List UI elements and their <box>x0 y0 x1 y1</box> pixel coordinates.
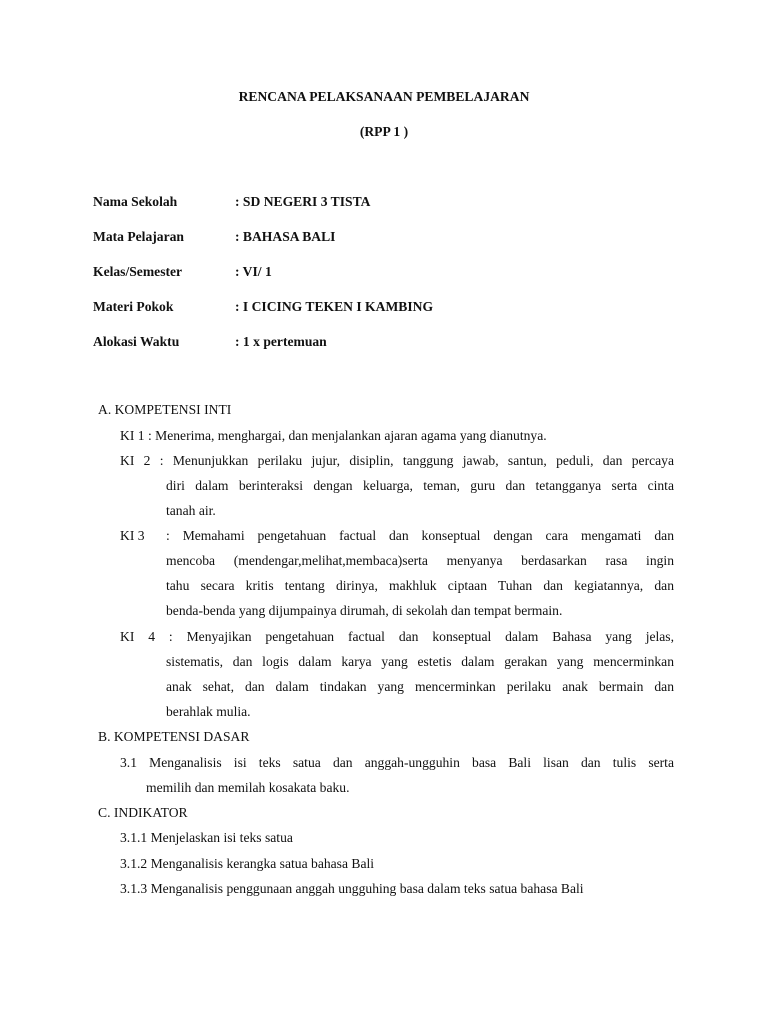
kd-line: 3.1 Menganalisis isi teks satua dan anggah-ungguhin basa Bali lisan dan tulis serta <box>120 755 674 770</box>
ki4-line: sistematis, dan logis dalam karya yang estetis dalam gerakan yang mencerminkan <box>166 654 674 669</box>
ki3-line: tahu secara kritis tentang dirinya, makhluk ciptaan Tuhan dan kegiatannya, dan <box>166 578 674 593</box>
ki4-line: KI 4 : Menyajikan pengetahuan factual dan konseptual dalam Bahasa yang jelas, <box>120 629 674 644</box>
identity-value: : VI/ 1 <box>235 264 272 279</box>
section-heading: C. INDIKATOR <box>98 805 188 820</box>
ki3-line: : Memahami pengetahuan factual dan konseptual dengan cara mengamati dan <box>166 528 674 543</box>
identity-label: Mata Pelajaran <box>93 229 184 244</box>
indicator-item: 3.1.1 Menjelaskan isi teks satua <box>120 830 293 845</box>
identity-label: Kelas/Semester <box>93 264 183 279</box>
ki2-line: diri dalam berinteraksi dengan keluarga, teman, guru dan tetangganya serta cinta <box>166 478 674 493</box>
section-heading: B. KOMPETENSI DASAR <box>98 729 250 744</box>
ki3-label: KI 3 <box>120 528 145 543</box>
section-heading: A. KOMPETENSI INTI <box>98 402 232 417</box>
identity-label: Nama Sekolah <box>93 194 178 209</box>
indicator-item: 3.1.2 Menganalisis kerangka satua bahasa Bali <box>120 856 375 871</box>
ki2-line: tanah air. <box>166 503 216 518</box>
identity-value: : 1 x pertemuan <box>235 334 327 349</box>
identity-label: Alokasi Waktu <box>93 334 180 349</box>
identity-value: : SD NEGERI 3 TISTA <box>235 194 371 209</box>
indicator-item: 3.1.3 Menganalisis penggunaan anggah ungguhing basa dalam teks satua bahasa Bali <box>120 881 584 896</box>
ki2-line: KI 2 : Menunjukkan perilaku jujur, disiplin, tanggung jawab, santun, peduli, dan percaya <box>120 453 674 468</box>
document-subtitle: (RPP 1 ) <box>359 124 409 139</box>
ki4-line: berahlak mulia. <box>166 704 251 719</box>
ki3-line: benda-benda yang dijumpainya dirumah, di sekolah dan tempat bermain. <box>166 603 563 618</box>
ki3-line: mencoba (mendengar,melihat,membaca)serta menyanya berdasarkan rasa ingin <box>166 553 674 568</box>
identity-label: Materi Pokok <box>93 299 174 314</box>
identity-value: : BAHASA BALI <box>235 229 336 244</box>
ki4-line: anak sehat, dan dalam tindakan yang mencerminkan perilaku anak bermain dan <box>166 679 674 694</box>
ki1-text: KI 1 : Menerima, menghargai, dan menjalankan ajaran agama yang dianutnya. <box>120 428 547 443</box>
identity-value: : I CICING TEKEN I KAMBING <box>235 299 434 314</box>
kd-line: memilih dan memilah kosakata baku. <box>146 780 350 795</box>
document-title: RENCANA PELAKSANAAN PEMBELAJARAN <box>238 89 530 104</box>
